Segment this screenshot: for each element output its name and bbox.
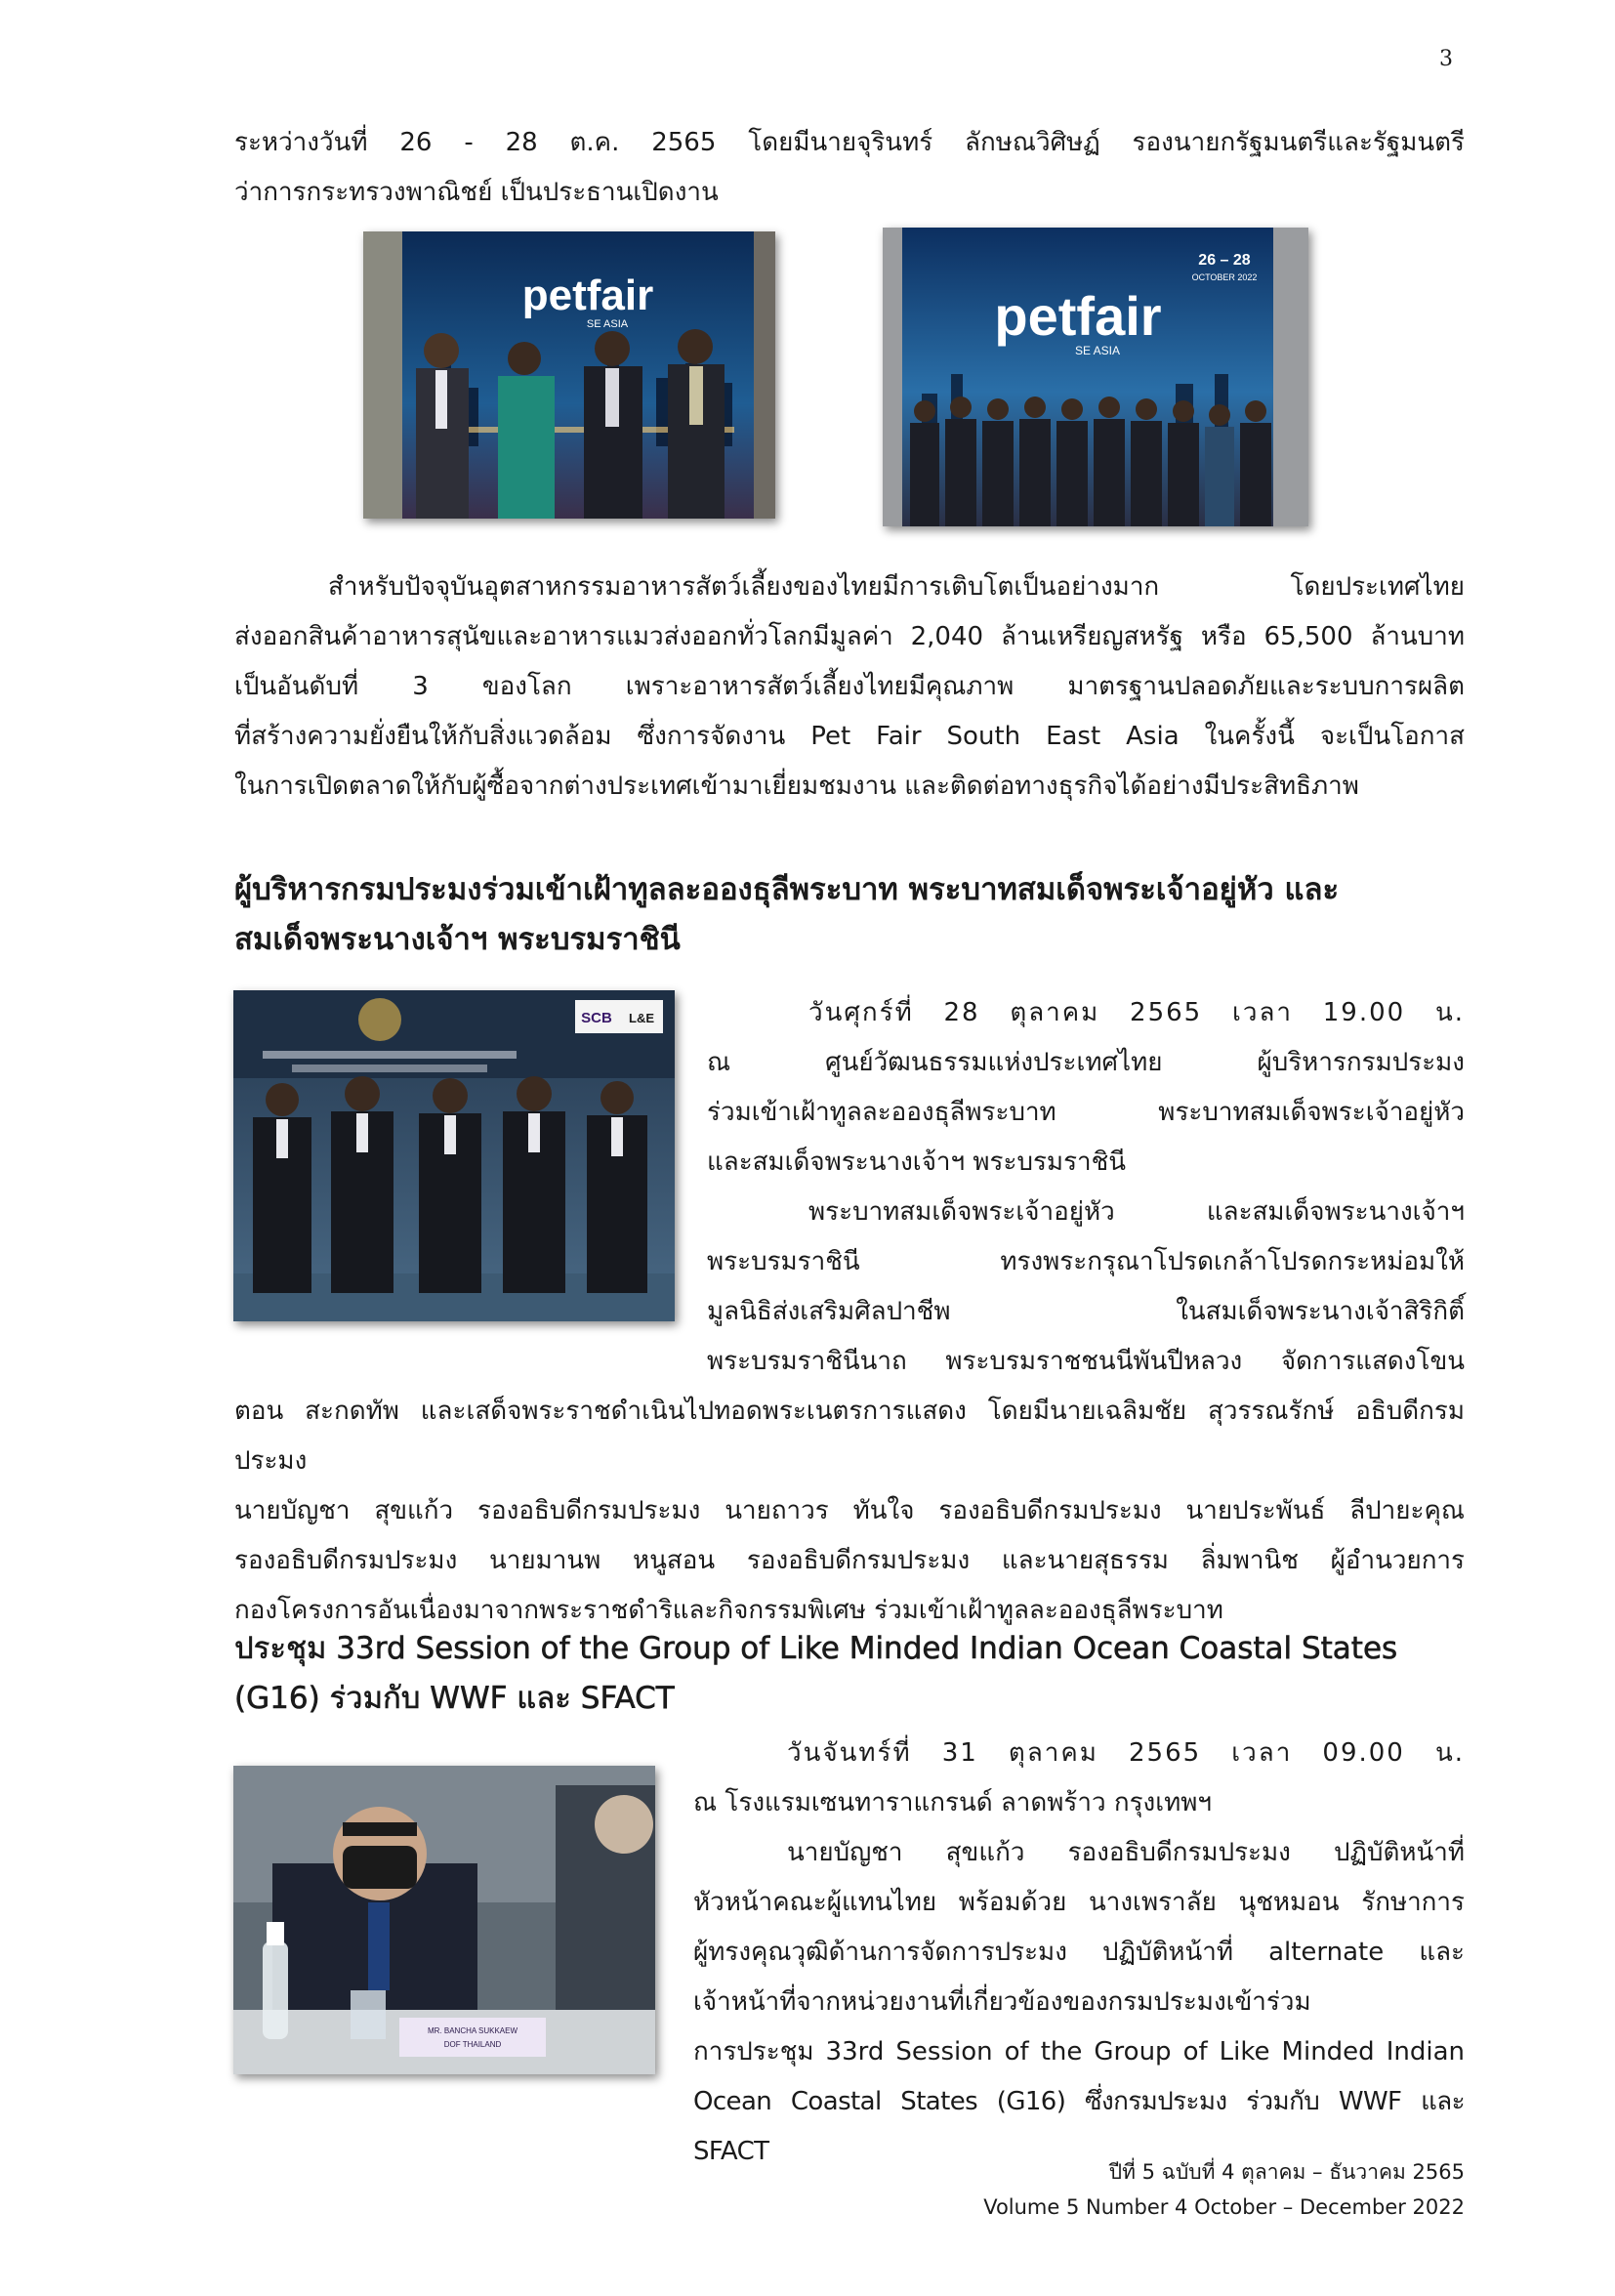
g16-side-text: วันจันทร์ที่ 31 ตุลาคม 2565 เวลา 09.00 น. ณ โรงแรมเซนทาราแกรนด์ ลาดพร้าว กรุงเทพฯ นายบัญชา สุขแก้ว รองอธิบดีกรมประมง ปฏิบัติหน้าที่ หัวหน้าคณะผู้แทนไทย พร้อมด้วย นางเพราลัย นุชหมอน รักษาการ ผู้ทรงคุณวุฒิด้านการจัดการประมง ปฏิบัติหน้าที่ alternate และ เจ้าหน้าที่จากหน่วยงานที่เกี่ยวข้องของกรมประมงเข้าร่วม การประชุม 33rd Session of the Group of Like Minded Indian Ocean Coastal States (G16) ซึ่งกรมประมง ร่วมกับ WWF และ SFACT (693, 1738, 1465, 2166)
petfair-logo-text: petfair (994, 285, 1162, 347)
petfair-logo-text: petfair (521, 271, 654, 319)
royal-audience-photo (233, 990, 675, 1321)
page-number: 3 (1439, 47, 1453, 71)
footer-thai: ปีที่ 5 ฉบับที่ 4 ตุลาคม – ธันวาคม 2565 (1108, 2160, 1465, 2184)
svg-text:L&E: L&E (629, 1011, 654, 1025)
svg-text:DOF THAILAND: DOF THAILAND (443, 2040, 502, 2049)
market-line: สำหรับปัจจุบันอุตสาหกรรมอาหารสัตว์เลี้ยงของไทยมีการเติบโตเป็นอย่างมาก โดยประเทศไทย (328, 572, 1465, 602)
royal-full-text: ตอน สะกดทัพ และเสด็จพระราชดำเนินไปทอดพระเนตรการแสดง โดยมีนายเฉลิมชัย สุวรรณรักษ์ อธิบดีกรมประมง นายบัญชา สุขแก้ว รองอธิบดีกรมประมง นายถาวร ทันใจ รองอธิบดีกรมประมง นายประพันธ์ ลีปายะคุณ รองอธิบดีกรมประมง นายมานพ หนูสอน รองอธิบดีกรมประมง และนายสุธรรม ลิ่มพานิช ผู้อำนวยการ กองโครงการอันเนื่องมาจากพระราชดำริและกิจกรรมพิเศษ ร่วมเข้าเฝ้าทูลละอองธุลีพระบาท (234, 1397, 1465, 1625)
svg-text:MR. BANCHA SUKKAEW: MR. BANCHA SUKKAEW (427, 2026, 518, 2035)
g16-section-heading: ประชุม 33rd Session of the Group of Like Minded Indian Ocean Coastal States (G16) ร่วมกับ WWF และ SFACT (234, 1631, 1398, 1716)
petfair-photo-left (363, 231, 775, 519)
market-line: ในการเปิดตลาดให้กับผู้ซื้อจากต่างประเทศเข้ามาเยี่ยมชมงาน และติดต่อทางธุรกิจได้อย่างมีประสิทธิภาพ (234, 772, 1359, 801)
svg-text:OCTOBER 2022: OCTOBER 2022 (1191, 272, 1258, 282)
svg-text:SE ASIA: SE ASIA (586, 318, 629, 330)
royal-section-heading: ผู้บริหารกรมประมงร่วมเข้าเฝ้าทูลละอองธุลีพระบาท พระบาทสมเด็จพระเจ้าอยู่หัว และ สมเด็จพระนางเจ้าฯ พระบรมราชินี (234, 872, 1340, 957)
market-paragraph (234, 563, 1465, 812)
footer-english: Volume 5 Number 4 October – December 2022 (983, 2195, 1465, 2219)
svg-text:SCB: SCB (581, 1010, 612, 1026)
svg-text:26 – 28: 26 – 28 (1198, 252, 1251, 269)
petfair-photo-right (883, 228, 1308, 526)
intro-line: ระหว่างวันที่ 26 - 28 ต.ค. 2565 โดยมีนายจุรินทร์ ลักษณวิศิษฏ์ รองนายกรัฐมนตรีและรัฐมนตรี (234, 128, 1465, 157)
intro-line: ว่าการกระทรวงพาณิชย์ เป็นประธานเปิดงาน (234, 178, 719, 207)
royal-side-text: วันศุกร์ที่ 28 ตุลาคม 2565 เวลา 19.00 น. ณ ศูนย์วัฒนธรรมแห่งประเทศไทย ผู้บริหารกรมประมง ร่วมเข้าเฝ้าทูลละอองธุลีพระบาท พระบาทสมเด็จพระเจ้าอยู่หัว และสมเด็จพระนางเจ้าฯ พระบรมราชินี พระบาทสมเด็จพระเจ้าอยู่หัว และสมเด็จพระนางเจ้าฯ พระบรมราชินี ทรงพระกรุณาโปรดเกล้าโปรดกระหม่อมให้ มูลนิธิส่งเสริมศิลปาชีพ ในสมเด็จพระนางเจ้าสิริกิติ์ พระบรมราชินีนาถ พระบรมราชชนนีพันปีหลวง จัดการแสดงโขน (707, 998, 1465, 1376)
market-line: เป็นอันดับที่ 3 ของโลก เพราะอาหารสัตว์เลี้ยงไทยมีคุณภาพ มาตรฐานปลอดภัยและระบบการผลิต (234, 672, 1465, 701)
svg-text:SE ASIA: SE ASIA (1074, 344, 1121, 357)
intro-paragraph (234, 118, 1465, 218)
market-line: ส่งออกสินค้าอาหารสุนัขและอาหารแมวส่งออกทั่วโลกมีมูลค่า 2,040 ล้านเหรียญสหรัฐ หรือ 65,500 ล้านบาท (234, 622, 1465, 651)
g16-meeting-photo (233, 1766, 655, 2074)
market-line: ที่สร้างความยั่งยืนให้กับสิ่งแวดล้อม ซึ่งการจัดงาน Pet Fair South East Asia ในครั้งนี้ จะเป็นโอกาส (234, 722, 1465, 751)
